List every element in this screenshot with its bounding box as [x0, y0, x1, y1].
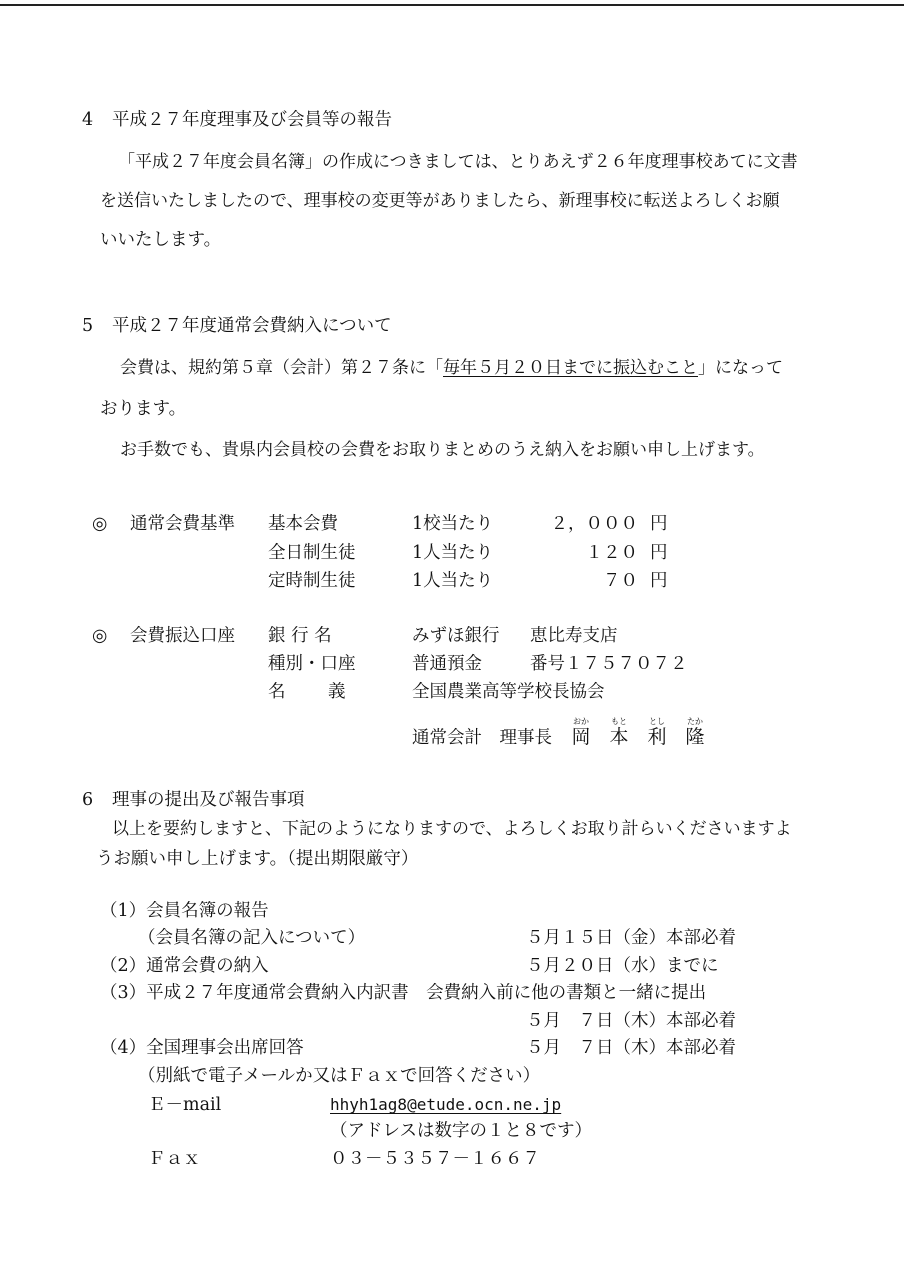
holder-name-char-2: もと 本: [609, 717, 629, 748]
email-note: （アドレスは数字の１と８です）: [330, 1121, 592, 1141]
section-6-heading: 理事の提出及び報告事項: [112, 790, 305, 810]
account-number: 番号１７５７０７２: [530, 654, 688, 674]
section-4-heading: 平成２７年度理事及び会員等の報告: [112, 110, 392, 130]
holder-name: [562, 716, 714, 747]
fee-row-1-label: 基本会費: [268, 514, 338, 534]
section-4-line-2: を送信いたしましたので、理事校の変更等がありましたら、新理事校に転送よろしくお願: [100, 191, 780, 211]
account-type-label: 種別・口座: [268, 654, 356, 674]
holder-name-char-1: おか 岡: [571, 717, 591, 748]
section-6-line-1: 以上を要約しますと、下記のようになりますので、よろしくお取り計らいくださいますよ: [112, 819, 792, 839]
section-4-line-1: 「平成２７年度会員名簿」の作成につきましては、とりあえず２６年度理事校あてに文書: [118, 152, 798, 172]
section-5-number: 5: [82, 316, 94, 336]
fee-row-2-yen: 円: [650, 543, 668, 563]
account-title: 会費振込口座: [130, 626, 235, 646]
fee-row-3-yen: 円: [650, 571, 668, 591]
item-1-sub: （会員名簿の記入について）: [138, 928, 366, 948]
item-1-due: ５月１５日（金）本部必着: [526, 928, 736, 948]
branch-value: 恵比寿支店: [530, 626, 618, 646]
section-5-line-2: おります。: [100, 399, 187, 419]
section-5-line-1: [120, 360, 783, 377]
fee-row-3-label: 定時制生徒: [268, 571, 356, 591]
item-4-note: （別紙で電子メールか又はＦａｘで回答ください）: [138, 1066, 541, 1086]
item-1-label: （1）会員名簿の報告: [100, 901, 269, 921]
fee-title: 通常会費基準: [130, 514, 235, 534]
fax-number: ０３－５３５７－１６６７: [330, 1149, 540, 1169]
fee-row-3-unit: 1人当たり: [412, 571, 494, 591]
item-3-due: ５月 ７日（木）本部必着: [526, 1011, 736, 1031]
fee-row-2-unit: 1人当たり: [412, 543, 494, 563]
email-label: Ｅ－mail: [148, 1095, 222, 1115]
fee-row-2-label: 全日制生徒: [268, 543, 356, 563]
fee-row-1-unit: 1校当たり: [412, 514, 494, 534]
item-4-due: ５月 ７日（木）本部必着: [526, 1038, 736, 1058]
fee-row-1-amount: ２，０００: [550, 514, 638, 534]
holder-prefix: 通常会計 理事長: [412, 728, 552, 748]
section-6-line-2: うお願い申し上げます。（提出期限厳守）: [96, 849, 419, 869]
section-4-number: 4: [82, 110, 94, 130]
holder-name-char-4: たか 隆: [685, 717, 705, 748]
account-name-value: 全国農業高等学校長協会: [412, 682, 605, 702]
account-name-label-1: 名: [268, 682, 286, 702]
account-name-label-2: 義: [328, 682, 346, 702]
bank-value: みずほ銀行: [412, 626, 500, 646]
holder-name-char-3: とし 利: [647, 717, 667, 748]
fee-mark: ◎: [92, 514, 108, 534]
email-address[interactable]: hhyh1ag8@etude.ocn.ne.jp: [330, 1095, 562, 1114]
item-3-label: （3）平成２７年度通常会費納入内訳書 会費納入前に他の書類と一緒に提出: [100, 983, 707, 1003]
section-5-heading: 平成２７年度通常会費納入について: [112, 316, 392, 336]
payment-deadline-underlined: 毎年５月２０日までに振込むこと: [443, 358, 698, 378]
bank-label: 銀 行 名: [268, 626, 332, 646]
section-4-line-3: いいたします。: [100, 230, 222, 250]
fee-row-1-yen: 円: [650, 514, 668, 534]
section-6-number: 6: [82, 790, 94, 810]
account-mark: ◎: [92, 626, 108, 646]
fax-label: Ｆａｘ: [148, 1149, 201, 1169]
item-4-label: （4）全国理事会出席回答: [100, 1038, 304, 1058]
fee-row-3-amount: ７０: [603, 571, 638, 591]
section-5-line-3: お手数でも、貴県内会員校の会費をお取りまとめのうえ納入をお願い申し上げます。: [120, 440, 765, 460]
fee-rule-pre: 会費は、規約第５章（会計）第２７条に「: [120, 358, 443, 378]
item-2-due: ５月２０日（水）までに: [526, 956, 719, 976]
fee-row-2-amount: １２０: [585, 543, 638, 563]
account-type-value: 普通預金: [412, 654, 482, 674]
top-border-line: [0, 4, 904, 6]
fee-rule-post: 」になって: [698, 358, 783, 378]
item-2-label: （2）通常会費の納入: [100, 956, 269, 976]
